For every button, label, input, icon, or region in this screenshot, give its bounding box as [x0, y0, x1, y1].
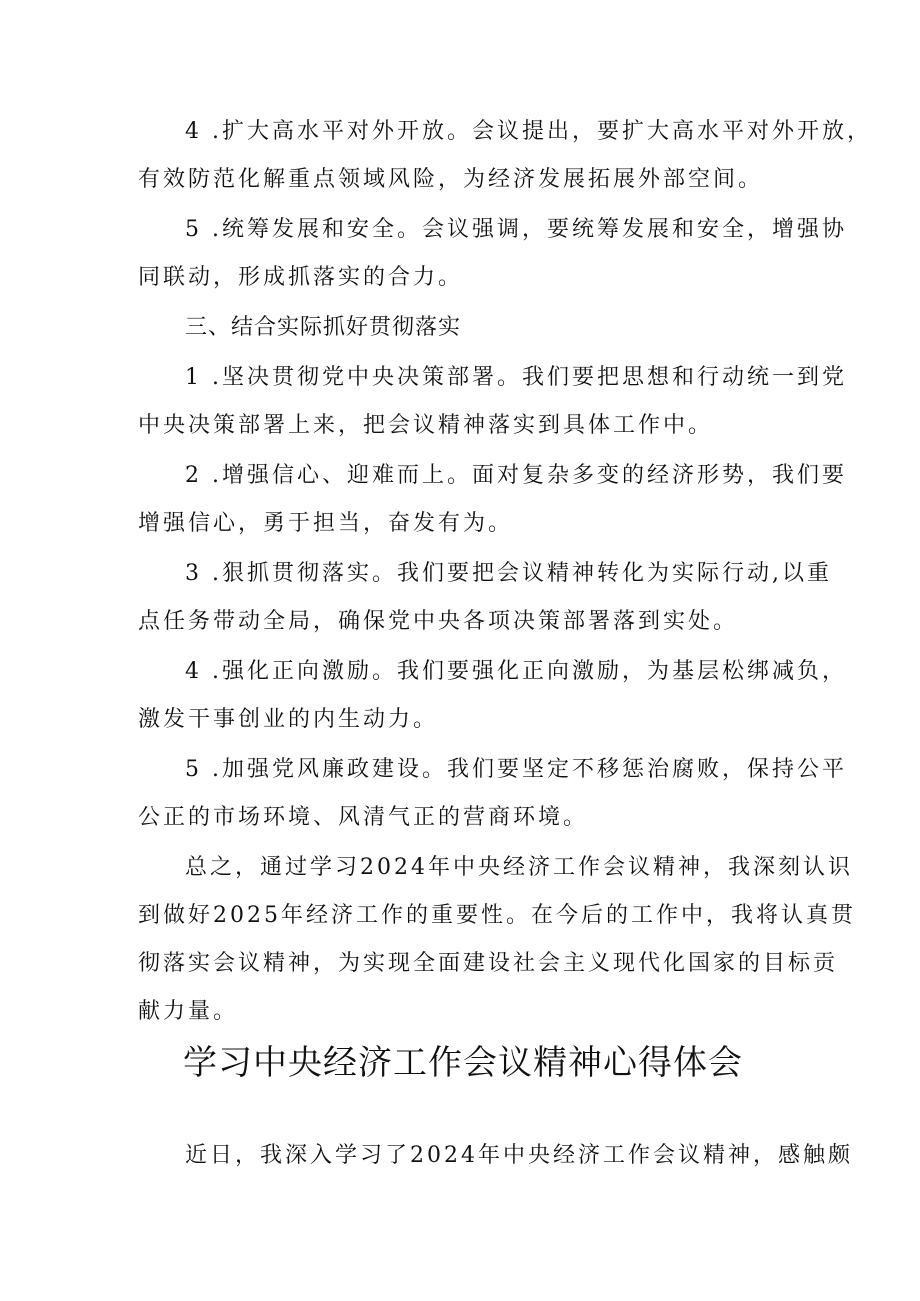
conclusion-line3: 彻落实会议精神，为实现全面建设社会主义现代化国家的目标贡	[138, 951, 839, 976]
section3-item-5-line1: 5 .加强党风廉政建设。我们要坚定不移惩治腐败，保持公平	[185, 757, 847, 782]
section3-item-4-line1: 4 .强化正向激励。我们要强化正向激励，为基层松绑减负，	[185, 659, 847, 684]
section3-item-1-line2: 中央决策部署上来，把会议精神落实到具体工作中。	[138, 413, 714, 438]
item-4-expand-opening-line1: 4 .扩大高水平对外开放。会议提出，要扩大高水平对外开放，	[185, 119, 872, 144]
item-4-expand-opening-line2: 有效防范化解重点领域风险，为经济发展拓展外部空间。	[138, 167, 764, 192]
conclusion-line1: 总之，通过学习2024年中央经济工作会议精神，我深刻认识	[185, 855, 853, 880]
item-5-development-security-line2: 同联动，形成抓落实的合力。	[138, 265, 464, 290]
section-3-heading: 三、结合实际抓好贯彻落实	[185, 315, 462, 340]
section3-item-2-line2: 增强信心，勇于担当，奋发有为。	[138, 511, 514, 536]
section3-item-3-line2: 点任务带动全局，确保党中央各项决策部署落到实处。	[138, 609, 739, 634]
next-document-title: 学习中央经济工作会议精神心得体会	[183, 1043, 743, 1083]
section3-item-4-line2: 激发干事创业的内生动力。	[138, 707, 439, 732]
section3-item-2-line1: 2 .增强信心、迎难而上。面对复杂多变的经济形势，我们要	[185, 463, 847, 488]
next-document-intro-line1: 近日，我深入学习了2024年中央经济工作会议精神，感触颇	[185, 1143, 853, 1168]
item-5-development-security-line1: 5 .统筹发展和安全。会议强调，要统筹发展和安全，增强协	[185, 217, 847, 242]
section3-item-1-line1: 1 .坚决贯彻党中央决策部署。我们要把思想和行动统一到党	[185, 365, 847, 390]
section3-item-3-line1: 3 .狠抓贯彻落实。我们要把会议精神转化为实际行动,以重	[185, 561, 832, 586]
conclusion-line2: 到做好2025年经济工作的重要性。在今后的工作中，我将认真贯	[138, 903, 856, 928]
section3-item-5-line2: 公正的市场环境、风清气正的营商环境。	[138, 805, 589, 830]
conclusion-line4: 献力量。	[138, 999, 239, 1024]
